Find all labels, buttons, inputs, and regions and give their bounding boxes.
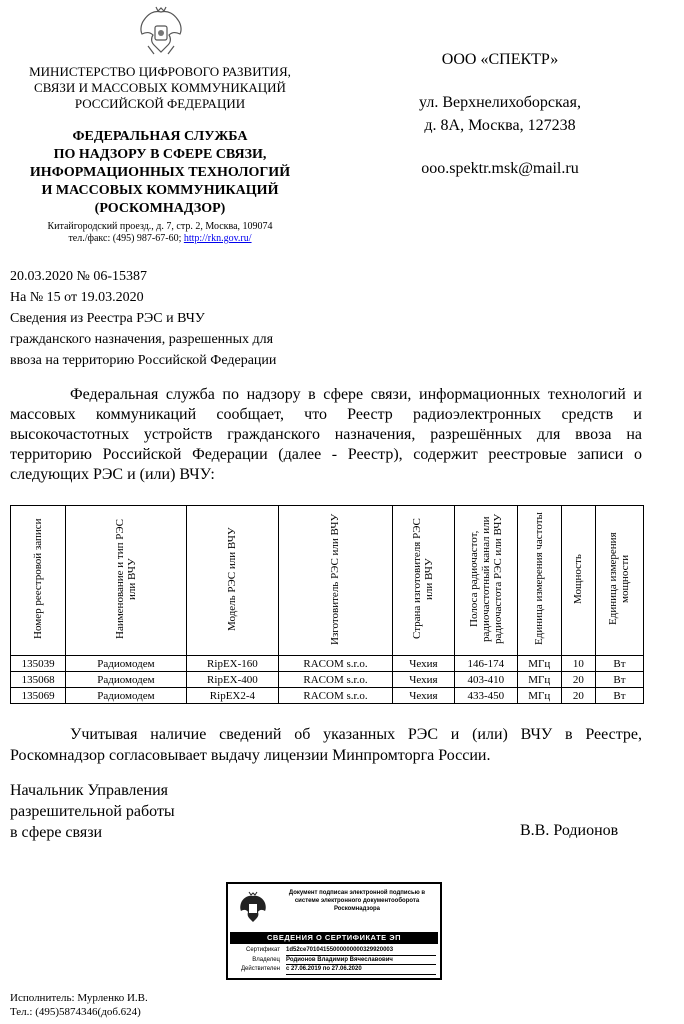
ministry-line: РОССИЙСКОЙ ФЕДЕРАЦИИ (74, 96, 246, 111)
intro-text: Федеральная служба по надзору в сфере связи, информационных технологий и массовых коммуникаций сообщает, что Реестр радиоэлектронных средств и высокочастотных устройств гражданского назначения, разрешённых для ввоза на территорию Российской Федерации (далее - Реестр), содержит реестровые записи о следующих РЭС и (или) ВЧУ: (10, 386, 642, 483)
certificate-label: Сертификат (246, 947, 280, 953)
column-header: Единица измерения мощности (595, 506, 643, 656)
table-cell: Чехия (392, 656, 454, 672)
website-link[interactable]: http://rkn.gov.ru/ (183, 233, 252, 244)
table-cell: Чехия (392, 688, 454, 704)
date-number: 20.03.2020 № 06-15387 (10, 269, 148, 284)
executor-phone: Тел.: (495)5874346(доб.624) (10, 1006, 141, 1018)
table-cell: 10 (561, 656, 595, 672)
column-header: Страна изготовителя РЭС или ВЧУ (392, 506, 454, 656)
position-line: Начальник Управления (10, 782, 168, 799)
column-header: Единица измерения частоты (517, 506, 561, 656)
table-cell: Вт (595, 656, 643, 672)
table-cell: 146-174 (454, 656, 517, 672)
table-cell: Радиомодем (66, 672, 187, 688)
table-cell: 135039 (11, 656, 66, 672)
address-line: Китайгородский проезд., д. 7, стр. 2, Москва, 109074 (47, 221, 273, 232)
ministry-header (10, 64, 310, 112)
service-line: ПО НАДЗОРУ В СФЕРЕ СВЯЗИ, (53, 147, 267, 162)
service-header (10, 128, 310, 218)
certificate-value: 1d52ce70104155000000000329920003 (286, 946, 436, 956)
column-header: Мощность (561, 506, 595, 656)
table-cell: RACOM s.r.o. (279, 672, 393, 688)
service-line: ФЕДЕРАЛЬНАЯ СЛУЖБА (72, 129, 248, 144)
table-row (11, 656, 644, 672)
table-cell: 433-450 (454, 688, 517, 704)
conclusion-text: Учитывая наличие сведений об указанных РЭС и (или) ВЧУ в Реестре, Роскомнадзор согласовывает выдачу лицензии Минпромторга России. (10, 726, 642, 764)
recipient-name: ООО «СПЕКТР» (441, 51, 559, 68)
table-cell: RipEX2-4 (186, 688, 278, 704)
registry-table (10, 505, 644, 704)
conclusion-paragraph (10, 724, 642, 766)
signatory-position (10, 780, 175, 843)
e-signature-stamp (226, 882, 442, 980)
table-cell: Вт (595, 688, 643, 704)
letter-meta (10, 266, 276, 371)
stamp-band: СВЕДЕНИЯ О СЕРТИФИКАТЕ ЭП (230, 932, 438, 944)
intro-paragraph (10, 385, 642, 485)
executor-name: Исполнитель: Мурленко И.В. (10, 992, 148, 1004)
table-cell: 135068 (11, 672, 66, 688)
table-cell: МГц (517, 656, 561, 672)
recipient-email: ooo.spektr.msk@mail.ru (421, 160, 579, 177)
service-line: (РОСКОМНАДЗОР) (94, 201, 226, 216)
table-row (11, 672, 644, 688)
column-header: Номер реестровой записи (11, 506, 66, 656)
owner-value: Родионов Владимир Вячеславович (286, 956, 436, 966)
table-cell: Радиомодем (66, 656, 187, 672)
table-row (11, 688, 644, 704)
column-header: Модель РЭС или ВЧУ (186, 506, 278, 656)
owner-row (232, 956, 436, 966)
table-cell: RACOM s.r.o. (279, 688, 393, 704)
table-cell: Радиомодем (66, 688, 187, 704)
table-cell: МГц (517, 688, 561, 704)
subject-line: ввоза на территорию Российской Федерации (10, 353, 277, 368)
ministry-line: СВЯЗИ И МАССОВЫХ КОММУНИКАЦИЙ (34, 80, 286, 95)
table-cell: RipEX-160 (186, 656, 278, 672)
coat-of-arms-icon (136, 4, 186, 58)
signatory-name: В.В. Родионов (520, 822, 619, 839)
recipient-address-line: д. 8А, Москва, 127238 (424, 117, 576, 134)
recipient-block (360, 48, 640, 180)
table-cell: RipEX-400 (186, 672, 278, 688)
contact-line (10, 233, 310, 245)
table-cell: 20 (561, 672, 595, 688)
position-line: разрешительной работы (10, 803, 175, 820)
table-header-row (11, 506, 644, 656)
position-line: в сфере связи (10, 824, 103, 841)
certificate-info (232, 946, 436, 975)
phone-fax: тел./факс: (495) 987-67-60; (68, 233, 184, 244)
reply-reference: На № 15 от 19.03.2020 (10, 290, 144, 305)
service-line: ИНФОРМАЦИОННЫХ ТЕХНОЛОГИЙ (29, 165, 291, 180)
recipient-address-line: ул. Верхнелихоборская, (419, 94, 581, 111)
validity-row (232, 965, 436, 975)
subject-line: Сведения из Реестра РЭС и ВЧУ (10, 311, 205, 326)
validity-value: с 27.06.2019 по 27.06.2020 (286, 965, 436, 975)
subject-line: гражданского назначения, разрешенных для (10, 332, 274, 347)
column-header: Полоса радиочастот, радиочастотный канал или радиочастота РЭС или ВЧУ (454, 506, 517, 656)
table-cell: 403-410 (454, 672, 517, 688)
certificate-row (232, 946, 436, 956)
stamp-note: Документ подписан электронной подписью в системе электронного документооборота Роскомнадзора (288, 890, 426, 912)
table-cell: 20 (561, 688, 595, 704)
emblem-icon (236, 890, 270, 924)
service-line: И МАССОВЫХ КОММУНИКАЦИЙ (41, 183, 279, 198)
sender-address (10, 221, 310, 245)
table-cell: Чехия (392, 672, 454, 688)
executor-block (10, 991, 148, 1019)
owner-label: Владелец (252, 956, 280, 963)
table-cell: Вт (595, 672, 643, 688)
table-cell: 135069 (11, 688, 66, 704)
column-header: Изготовитель РЭС или ВЧУ (279, 506, 393, 656)
validity-label: Действителен (240, 966, 280, 972)
column-header: Наименование и тип РЭС или ВЧУ (66, 506, 187, 656)
table-cell: МГц (517, 672, 561, 688)
table-cell: RACOM s.r.o. (279, 656, 393, 672)
ministry-line: МИНИСТЕРСТВО ЦИФРОВОГО РАЗВИТИЯ, (29, 64, 291, 79)
